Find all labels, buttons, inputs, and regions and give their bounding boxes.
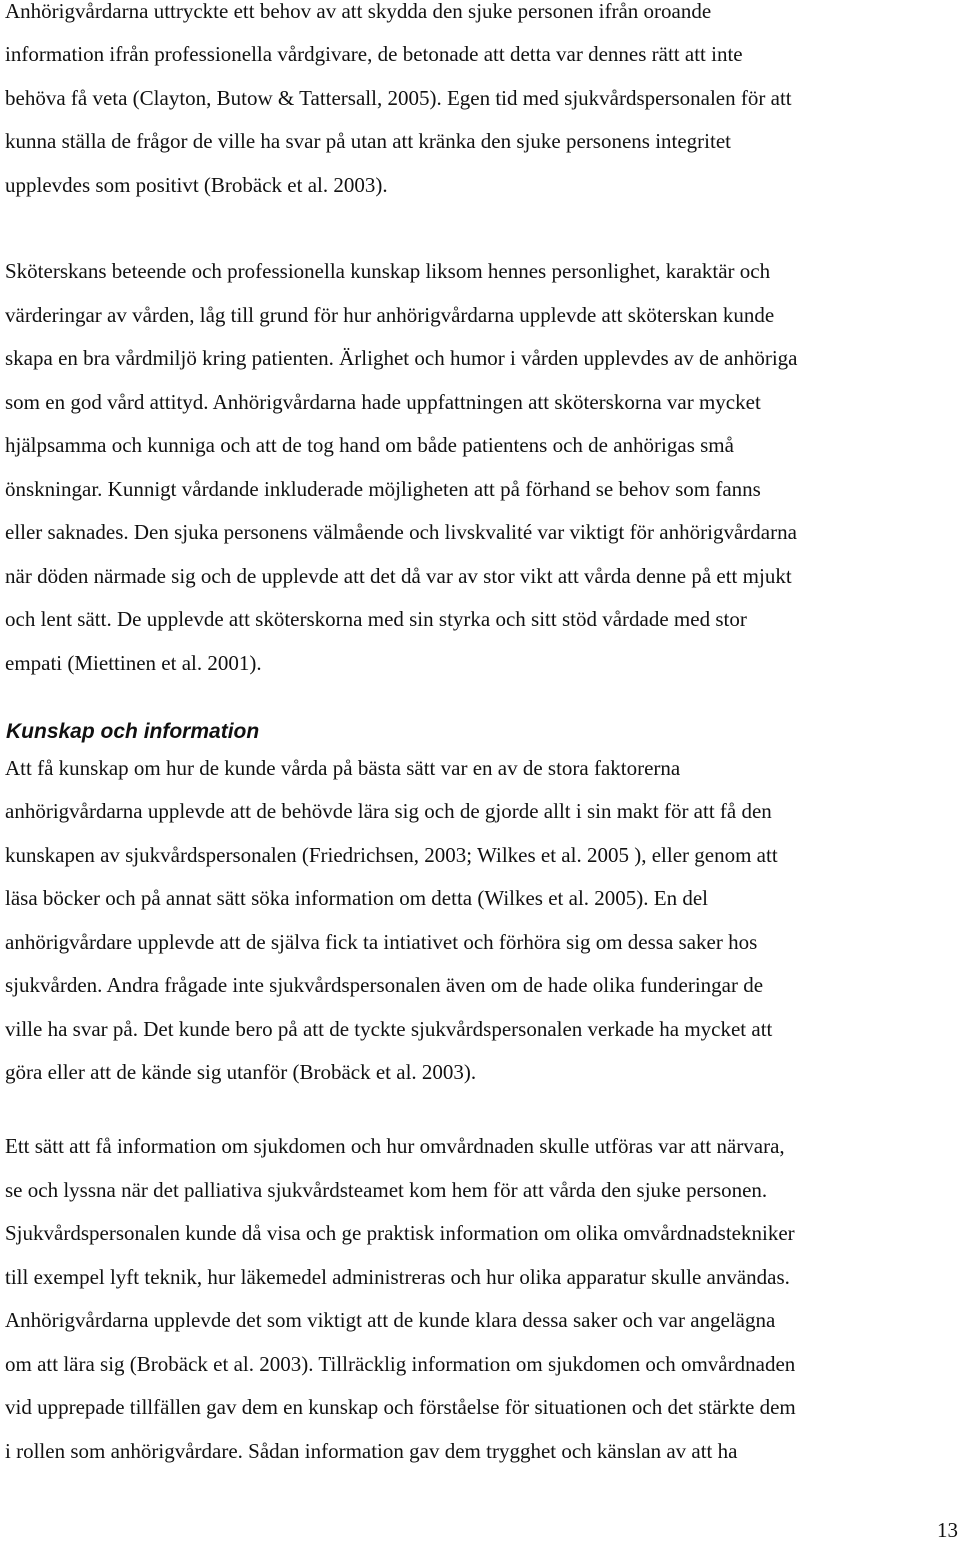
text-line: Anhörigvårdarna uttryckte ett behov av att skydda den sjuke personen ifrån oroande	[5, 0, 712, 23]
text-line: om att lära sig (Brobäck et al. 2003). Tillräcklig information om sjukdomen och omvårdnaden	[5, 1352, 796, 1376]
text-line: läsa böcker och på annat sätt söka information om detta (Wilkes et al. 2005). En del	[5, 886, 709, 910]
text-line: empati (Miettinen et al. 2001).	[5, 651, 262, 675]
text-line: värderingar av vården, låg till grund för hur anhörigvårdarna upplevde att sköterskan kunde	[5, 303, 775, 327]
text-line: Anhörigvårdarna upplevde det som viktigt att de kunde klara dessa saker och var angelägna	[5, 1308, 776, 1332]
text-line: när döden närmade sig och de upplevde att det då var av stor vikt att vårda denne på ett mjukt	[5, 564, 792, 588]
text-line: som en god vård attityd. Anhörigvårdarna hade uppfattningen att sköterskorna var mycket	[5, 390, 761, 414]
text-line: kunna ställa de frågor de ville ha svar på utan att kränka den sjuke personens integritet	[5, 129, 731, 153]
text-line: och lent sätt. De upplevde att sköterskorna med sin styrka och sitt stöd vårdade med stor	[5, 607, 747, 631]
text-line: vid upprepade tillfällen gav dem en kunskap och förståelse för situationen och det stärkte dem	[5, 1395, 796, 1419]
text-line: Sjukvårdspersonalen kunde då visa och ge praktisk information om olika omvårdnadstekniker	[5, 1221, 795, 1245]
page-number: 13	[937, 1518, 958, 1542]
text-line: anhörigvårdarna upplevde att de behövde lära sig och de gjorde allt i sin makt för att få den	[5, 799, 772, 823]
text-line: information ifrån professionella vårdgivare, de betonade att detta var dennes rätt att inte	[5, 42, 743, 66]
text-line: anhörigvårdare upplevde att de själva fick ta intiativet och förhöra sig om dessa saker hos	[5, 930, 758, 954]
text-line: se och lyssna när det palliativa sjukvårdsteamet kom hem för att vårda den sjuke personen.	[5, 1178, 768, 1202]
text-line: göra eller att de kände sig utanför (Brobäck et al. 2003).	[5, 1060, 477, 1084]
text-line: sjukvården. Andra frågade inte sjukvårdspersonalen även om de hade olika funderingar de	[5, 973, 764, 997]
text-line: kunskapen av sjukvårdspersonalen (Friedrichsen, 2003; Wilkes et al. 2005 ), eller genom att	[5, 843, 778, 867]
text-line: eller saknades. Den sjuka personens välmående och livskvalité var viktigt för anhörigvårdarna	[5, 520, 797, 544]
text-line: till exempel lyft teknik, hur läkemedel administreras och hur olika apparatur skulle användas.	[5, 1265, 790, 1289]
text-line: Ett sätt att få information om sjukdomen och hur omvårdnaden skulle utföras var att närvara,	[5, 1134, 785, 1158]
text-line: ville ha svar på. Det kunde bero på att de tyckte sjukvårdspersonalen verkade ha mycket att	[5, 1017, 773, 1041]
text-line: i rollen som anhörigvårdare. Sådan information gav dem trygghet och känslan av att ha	[5, 1439, 738, 1463]
section-heading: Kunskap och information	[6, 720, 260, 743]
text-line: behöva få veta (Clayton, Butow & Tattersall, 2005). Egen tid med sjukvårdspersonalen för att	[5, 86, 792, 110]
text-line: önskningar. Kunnigt vårdande inkluderade möjligheten att på förhand se behov som fanns	[5, 477, 761, 501]
text-line: upplevdes som positivt (Brobäck et al. 2003).	[5, 173, 388, 197]
text-line: Sköterskans beteende och professionella kunskap liksom hennes personlighet, karaktär och	[5, 259, 771, 283]
text-line: Att få kunskap om hur de kunde vårda på bästa sätt var en av de stora faktorerna	[5, 756, 681, 780]
text-line: skapa en bra vårdmiljö kring patienten. Ärlighet och humor i vården upplevdes av de anhöriga	[5, 346, 798, 370]
text-line: hjälpsamma och kunniga och att de tog hand om både patientens och de anhörigas små	[5, 433, 734, 457]
